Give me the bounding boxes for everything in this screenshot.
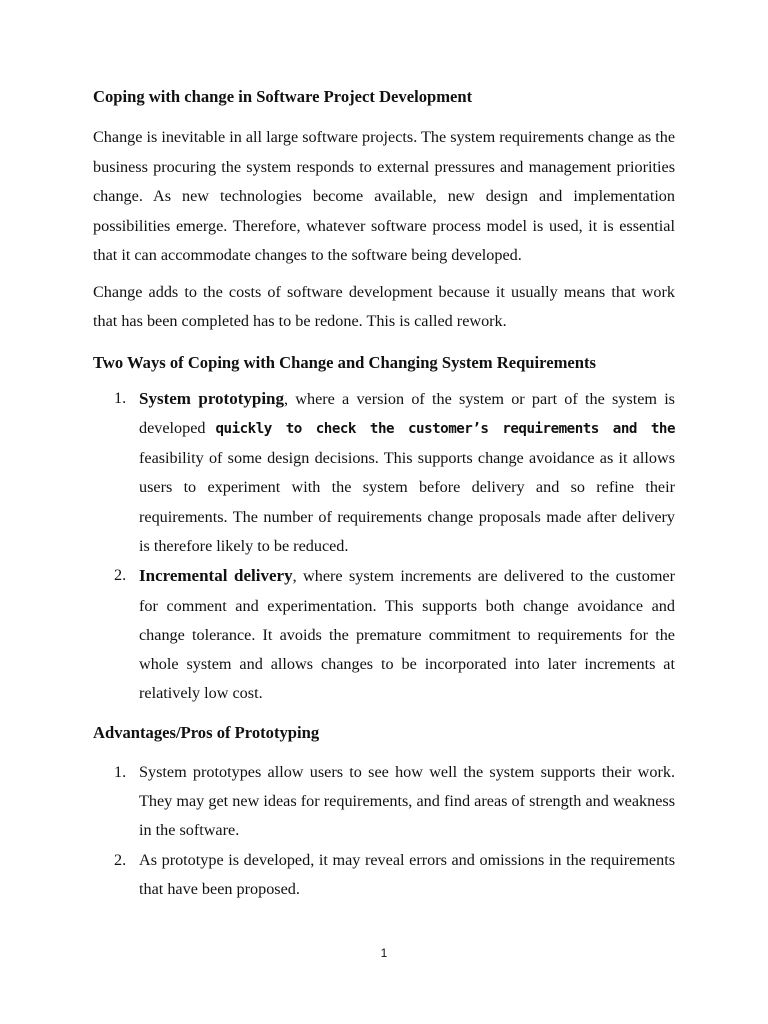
list-number: 1.: [114, 762, 127, 781]
advantages-list: [93, 758, 675, 904]
coping-ways-heading: Two Ways of Coping with Change and Changing System Requirements: [93, 352, 596, 372]
list-item: [93, 846, 675, 905]
advantages-heading: Advantages/Pros of Prototyping: [93, 722, 320, 742]
document-title: Coping with change in Software Project Development: [93, 87, 473, 106]
term-system-prototyping: System prototyping: [139, 388, 285, 408]
list-item: [93, 561, 675, 708]
list-item: [93, 384, 675, 562]
list-text: feasibility of some design decisions. This supports change avoidance as it allows users to experiment with the system before delivery and so refine their requirements. The number of requirements change proposals made after delivery is therefore likely to be reduced.: [139, 449, 675, 555]
list-text: , where system increments are delivered to the customer for comment and experimentation. This supports both change avoidance and change tolerance. It avoids the premature commitment to requirements for the whole system and allows changes to be incorporated into later increments at relatively low cost.: [139, 567, 676, 703]
list-number: 2.: [114, 566, 127, 585]
term-incremental-delivery: Incremental delivery: [139, 566, 293, 586]
page-number: 1: [380, 946, 388, 960]
list-text: System prototypes allow users to see how well the system supports their work. They may get new ideas for requirements, and find areas of strength and weakness in the software.: [139, 762, 675, 840]
intro-paragraph: Change is inevitable in all large software projects. The system requirements change as the business procuring the system responds to external pressures and management priorities change. As new technologies become available, new design and implementation possibilities emerge. Therefore, whatever software process model is used, it is essential that it can accommodate changes to the software being developed.: [93, 128, 675, 264]
rework-paragraph: Change adds to the costs of software development because it usually means that work that has been completed has to be redone. This is called rework.: [93, 282, 675, 330]
coping-ways-list: [93, 384, 675, 709]
list-number: 1.: [114, 388, 127, 407]
list-item: [93, 758, 675, 846]
list-number: 2.: [114, 850, 127, 869]
emphasized-text: quickly to check the customer’s requirements and the: [215, 420, 675, 437]
list-text: As prototype is developed, it may reveal errors and omissions in the requirements that have been proposed.: [139, 850, 675, 898]
list-text: , where a version of the system or part of the system is developed: [139, 389, 675, 437]
document-page: [93, 86, 675, 904]
